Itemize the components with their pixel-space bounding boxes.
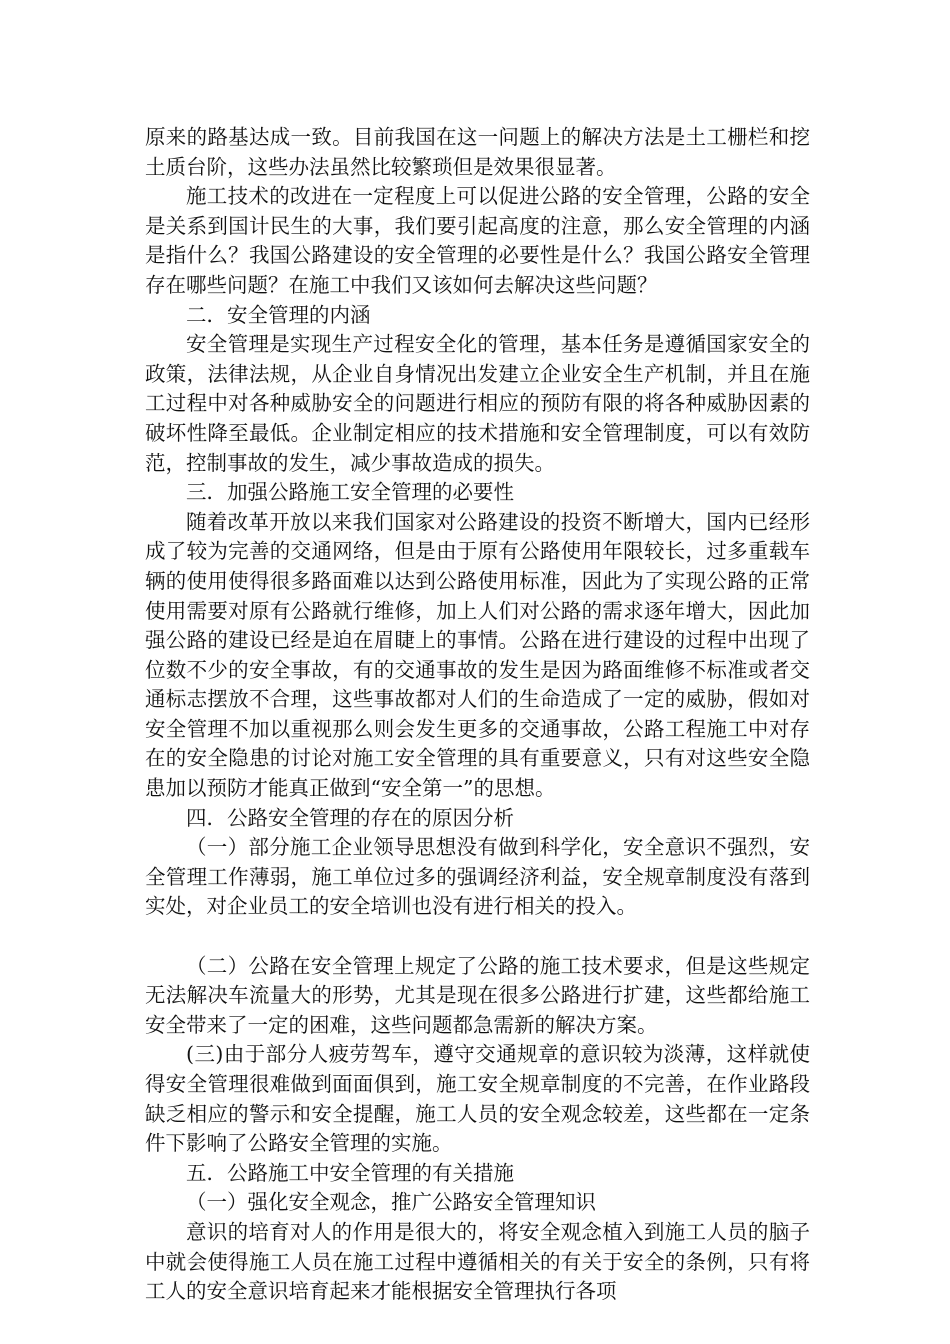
paragraph-4-2: （二）公路在安全管理上规定了公路的施工技术要求，但是这些规定无法解决车流量大的形势，尤其是现在很多公路进行扩建，这些都给施工安全带来了一定的困难，这些问题都急需新的解决方案。	[145, 953, 810, 1037]
paragraph-section-3: 随着改革开放以来我们国家对公路建设的投资不断增大，国内已经形成了较为完善的交通网络，但是由于原有公路使用年限较长，过多重载车辆的使用使得很多路面难以达到公路使用标准，因此为了实现公路的正常使用需要对原有公路就行维修，加上人们对公路的需求逐年增大，因此加强公路的建设已经是迫在眉睫上的事情。公路在进行建设的过程中出现了位数不少的安全事故，有的交通事故的发生是因为路面维修不标准或者交通标志摆放不合理，这些事故都对人们的生命造成了一定的威胁，假如对安全管理不加以重视那么则会发生更多的交通事故，公路工程施工中对存在的安全隐患的讨论对施工安全管理的具有重要意义，只有对这些安全隐患加以预防才能真正做到“安全第一”的思想。	[145, 509, 810, 801]
paragraph-continuation: 原来的路基达成一致。目前我国在这一问题上的解决方法是土工栅栏和挖土质台阶，这些办法虽然比较繁琐但是效果很显著。	[145, 125, 810, 179]
document-body	[145, 123, 810, 1307]
paragraph-intro: 施工技术的改进在一定程度上可以促进公路的安全管理，公路的安全是关系到国计民生的大事，我们要引起高度的注意，那么安全管理的内涵是指什么？我国公路建设的安全管理的必要性是什么？我国公路安全管理存在哪些问题？在施工中我们又该如何去解决这些问题？	[145, 184, 810, 297]
paragraph-4-3: (三)由于部分人疲劳驾车，遵守交通规章的意识较为淡薄，这样就使得安全管理很难做到面面俱到，施工安全规章制度的不完善，在作业路段缺乏相应的警示和安全提醒，施工人员的安全观念较差，这些都在一定条件下影响了公路安全管理的实施。	[145, 1042, 810, 1156]
section-heading-4: 四．公路安全管理的存在的原因分析	[186, 805, 514, 830]
paragraph-4-1: （一）部分施工企业领导思想没有做到科学化，安全意识不强烈，安全管理工作薄弱，施工单位过多的强调经济利益，安全规章制度没有落到实处，对企业员工的安全培训也没有进行相关的投入。	[145, 835, 810, 919]
section-heading-2: 二．安全管理的内涵	[186, 302, 371, 327]
paragraph-section-2: 安全管理是实现生产过程安全化的管理，基本任务是遵循国家安全的政策，法律法规，从企业自身情况出发建立企业安全生产机制，并且在施工过程中对各种威胁安全的问题进行相应的预防有限的将各种威胁因素的破坏性降至最低。企业制定相应的技术措施和安全管理制度，可以有效防范，控制事故的发生，减少事故造成的损失。	[145, 332, 810, 475]
subheading-5-1: （一）强化安全观念，推广公路安全管理知识	[186, 1190, 596, 1215]
section-heading-5: 五．公路施工中安全管理的有关措施	[186, 1160, 514, 1185]
section-heading-3: 三．加强公路施工安全管理的必要性	[186, 480, 514, 505]
paragraph-5-1: 意识的培育对人的作用是很大的，将安全观念植入到施工人员的脑子中就会使得施工人员在施工过程中遵循相关的有关于安全的条例，只有将工人的安全意识培育起来才能根据安全管理执行各项	[145, 1219, 810, 1304]
blank-line	[145, 922, 810, 952]
